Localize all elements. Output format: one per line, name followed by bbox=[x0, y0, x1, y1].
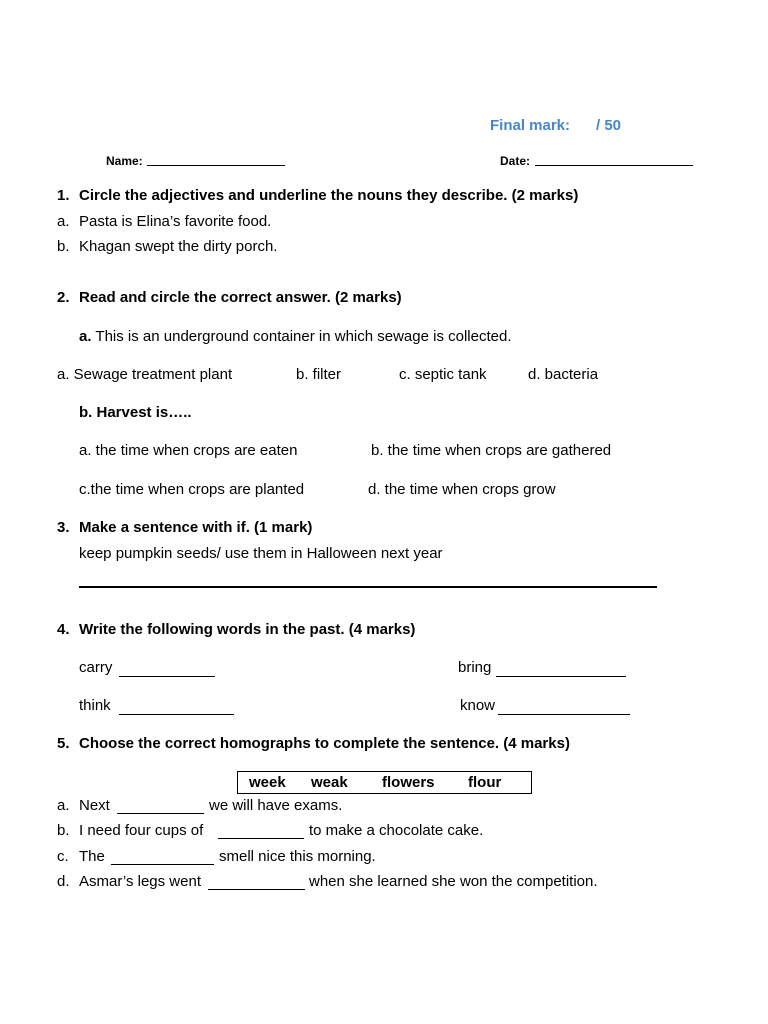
word-bank-weak: weak bbox=[311, 774, 348, 791]
q2-part-a bbox=[79, 328, 512, 346]
q5-blank-b[interactable] bbox=[218, 838, 304, 839]
q1-item-b-text: Khagan swept the dirty porch. bbox=[79, 238, 278, 255]
q2-b-option-c[interactable]: c.the time when crops are planted bbox=[79, 481, 305, 498]
q4-blank-carry[interactable] bbox=[119, 676, 215, 677]
q2-number: 2. bbox=[57, 289, 70, 306]
word-bank-box bbox=[237, 771, 532, 794]
q4-word-know: know bbox=[460, 697, 496, 714]
q2-prompt-rest: . (2 marks) bbox=[326, 289, 402, 306]
q1-item-a-letter: a. bbox=[57, 213, 70, 230]
q1-item-a-text: Pasta is Elina’s favorite food. bbox=[79, 213, 272, 230]
q5-item-d-letter: d. bbox=[57, 873, 70, 890]
q5-blank-d[interactable] bbox=[208, 889, 305, 890]
q2-prompt bbox=[79, 289, 402, 307]
q5-item-c-letter: c. bbox=[57, 848, 69, 865]
q3-prompt: Make a sentence with if. (1 mark) bbox=[79, 519, 313, 536]
word-bank-flour: flour bbox=[468, 774, 502, 791]
q5-item-a-letter: a. bbox=[57, 797, 70, 814]
q2-part-a-text: This is an underground container in which sewage is collected. bbox=[95, 328, 512, 345]
final-mark-total: / 50 bbox=[596, 117, 622, 134]
q3-answer-line[interactable] bbox=[79, 586, 657, 588]
name-field[interactable] bbox=[147, 165, 285, 166]
date-field[interactable] bbox=[535, 165, 693, 166]
q1-prompt: Circle the adjectives and underline the nouns they describe. (2 marks) bbox=[79, 187, 579, 204]
q4-number: 4. bbox=[57, 621, 70, 638]
q1-item-b-letter: b. bbox=[57, 238, 70, 255]
q4-blank-know[interactable] bbox=[498, 714, 630, 715]
q5-prompt: Choose the correct homographs to complete the sentence. (4 marks) bbox=[79, 735, 570, 752]
q5-item-d-before: Asmar’s legs went bbox=[79, 873, 201, 890]
q5-item-a-after: we will have exams. bbox=[209, 797, 343, 814]
q2-option-b[interactable]: b. filter bbox=[296, 366, 342, 383]
q4-word-bring: bring bbox=[458, 659, 492, 676]
q4-word-carry: carry bbox=[79, 659, 113, 676]
q2-part-a-letter: a. bbox=[79, 328, 92, 345]
q5-item-c-after: smell nice this morning. bbox=[219, 848, 376, 865]
q1-number: 1. bbox=[57, 187, 70, 204]
q2-prompt-main: Read and circle the correct answer bbox=[79, 289, 327, 306]
q4-blank-think[interactable] bbox=[119, 714, 234, 715]
q2-option-a[interactable]: a. Sewage treatment plant bbox=[57, 366, 233, 383]
q5-item-d-after: when she learned she won the competition. bbox=[309, 873, 598, 890]
q5-item-b-after: to make a chocolate cake. bbox=[309, 822, 484, 839]
q2-part-b-title: b. Harvest is….. bbox=[79, 404, 192, 421]
q5-item-b-letter: b. bbox=[57, 822, 70, 839]
q5-item-c-before: The bbox=[79, 848, 105, 865]
q2-option-d[interactable]: d. bacteria bbox=[528, 366, 599, 383]
q4-prompt: Write the following words in the past. (4 marks) bbox=[79, 621, 416, 638]
q5-item-a-before: Next bbox=[79, 797, 110, 814]
q5-number: 5. bbox=[57, 735, 70, 752]
q3-number: 3. bbox=[57, 519, 70, 536]
q5-blank-a[interactable] bbox=[117, 813, 204, 814]
q3-cue: keep pumpkin seeds/ use them in Halloween next year bbox=[79, 545, 443, 562]
q2-b-option-a[interactable]: a. the time when crops are eaten bbox=[79, 442, 298, 459]
word-bank-flowers: flowers bbox=[382, 774, 435, 791]
q4-word-think: think bbox=[79, 697, 111, 714]
q2-option-c[interactable]: c. septic tank bbox=[399, 366, 487, 383]
name-label: Name: bbox=[106, 154, 143, 168]
q2-b-option-b[interactable]: b. the time when crops are gathered bbox=[371, 442, 612, 459]
q2-b-option-d[interactable]: d. the time when crops grow bbox=[368, 481, 556, 498]
q4-blank-bring[interactable] bbox=[496, 676, 626, 677]
final-mark-label: Final mark: bbox=[490, 117, 571, 134]
word-bank-week: week bbox=[249, 774, 286, 791]
q5-item-b-before: I need four cups of bbox=[79, 822, 204, 839]
date-label: Date: bbox=[500, 154, 531, 168]
q5-blank-c[interactable] bbox=[111, 864, 214, 865]
